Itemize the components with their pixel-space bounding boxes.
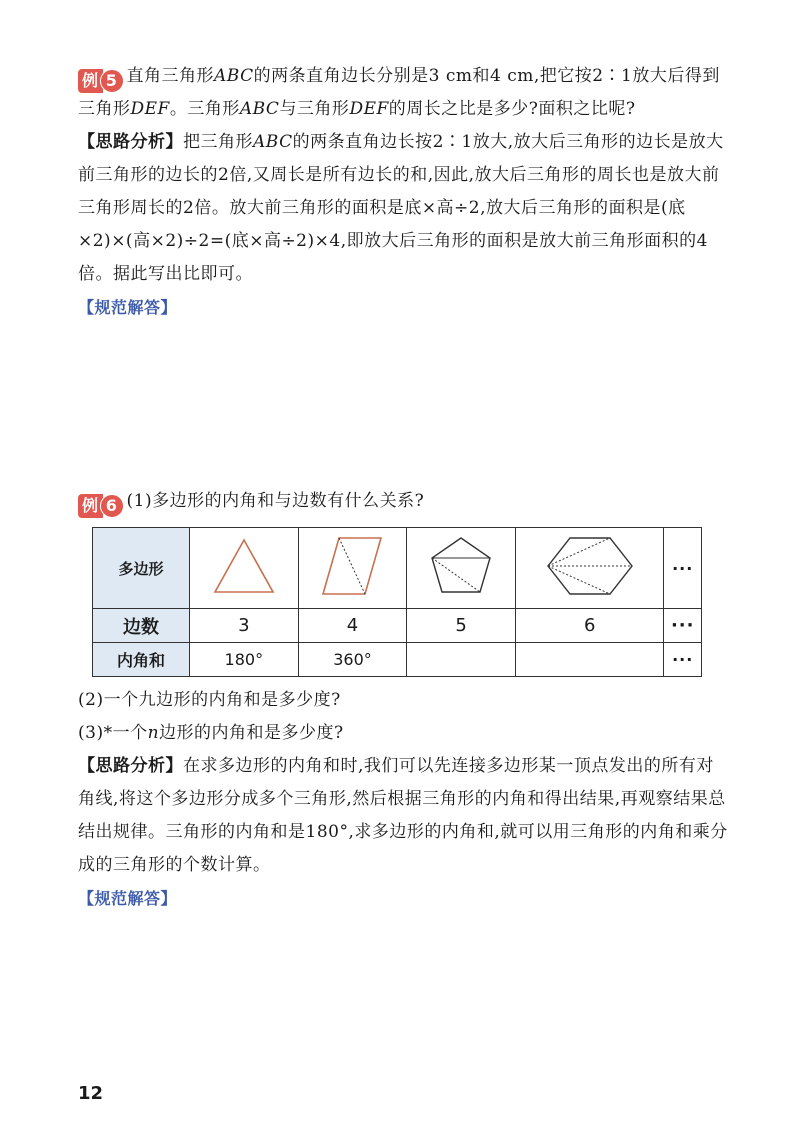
sides-ellipsis: ···	[664, 609, 702, 643]
angles-pentagon	[407, 643, 516, 677]
angles-header: 内角和	[93, 643, 190, 677]
example-5-analysis: 【思路分析】把三角形ABC的两条直角边长按2∶1放大,放大后三角形的边长是放大前三角形的边长的2倍,又周长是所有边长的和,因此,放大后三角形的周长也是放大前三角形周长的2倍。放大前三角形的面积是底×高÷2,放大后三角形的面积是(底×2)×(高×2)÷2=(底×高÷2)×4,即放大后三角形的面积是放大前三角形面积的4倍。据此写出比即可。	[78, 132, 724, 284]
quadrilateral-cell	[298, 528, 407, 609]
table-row-polygons	[93, 528, 702, 609]
analysis-tag: 【思路分析】	[78, 132, 183, 152]
angles-ellipsis: ···	[664, 643, 702, 677]
example-6-question-3: (3)*一个n边形的内角和是多少度?	[78, 723, 344, 743]
example-5	[78, 60, 728, 325]
quadrilateral-shape	[317, 534, 387, 598]
sides-pentagon: 5	[407, 609, 516, 643]
table-row-angles	[93, 643, 702, 677]
triangle-cell	[190, 528, 299, 609]
pentagon-cell	[407, 528, 516, 609]
example-6-question-2: (2)一个九边形的内角和是多少度?	[78, 690, 341, 710]
pentagon-shape	[426, 534, 496, 598]
ellipsis-cell: ···	[664, 528, 702, 609]
sides-header: 边数	[93, 609, 190, 643]
polygon-table	[92, 527, 702, 677]
angles-hexagon	[515, 643, 663, 677]
example-5-badge: 例 5	[78, 69, 124, 93]
analysis-tag: 【思路分析】	[78, 756, 183, 776]
angles-triangle: 180°	[190, 643, 299, 677]
example-6-badge: 例 6	[78, 494, 124, 518]
example-6-analysis: 【思路分析】在求多边形的内角和时,我们可以先连接多边形某一顶点发出的所有对角线,将这个多边形分成多个三角形,然后根据三角形的内角和得出结果,再观察结果总结出规律。三角形的内角和是180°,求多边形的内角和,就可以用三角形的内角和乘分成的三角形的个数计算。	[78, 756, 728, 875]
sides-triangle: 3	[190, 609, 299, 643]
angles-quadrilateral: 360°	[298, 643, 407, 677]
sides-quadrilateral: 4	[298, 609, 407, 643]
page-number: 12	[78, 1083, 104, 1104]
example-6-question-1: 例 6 (1)多边形的内角和与边数有什么关系?	[78, 485, 728, 518]
triangle-shape	[209, 534, 279, 598]
polygon-header: 多边形	[93, 528, 190, 609]
hexagon-cell	[515, 528, 663, 609]
hexagon-shape	[542, 534, 638, 598]
example-5-solution-label: 【规范解答】	[78, 298, 178, 317]
example-5-question: 例 5 直角三角形ABC的两条直角边长分别是3 cm和4 cm,把它按2∶1放大后得到三角形DEF。三角形ABC与三角形DEF的周长之比是多少?面积之比呢?	[78, 66, 720, 119]
sides-hexagon: 6	[515, 609, 663, 643]
table-row-sides	[93, 609, 702, 643]
example-6-rest	[78, 684, 728, 916]
example-6-solution-label: 【规范解答】	[78, 889, 178, 908]
